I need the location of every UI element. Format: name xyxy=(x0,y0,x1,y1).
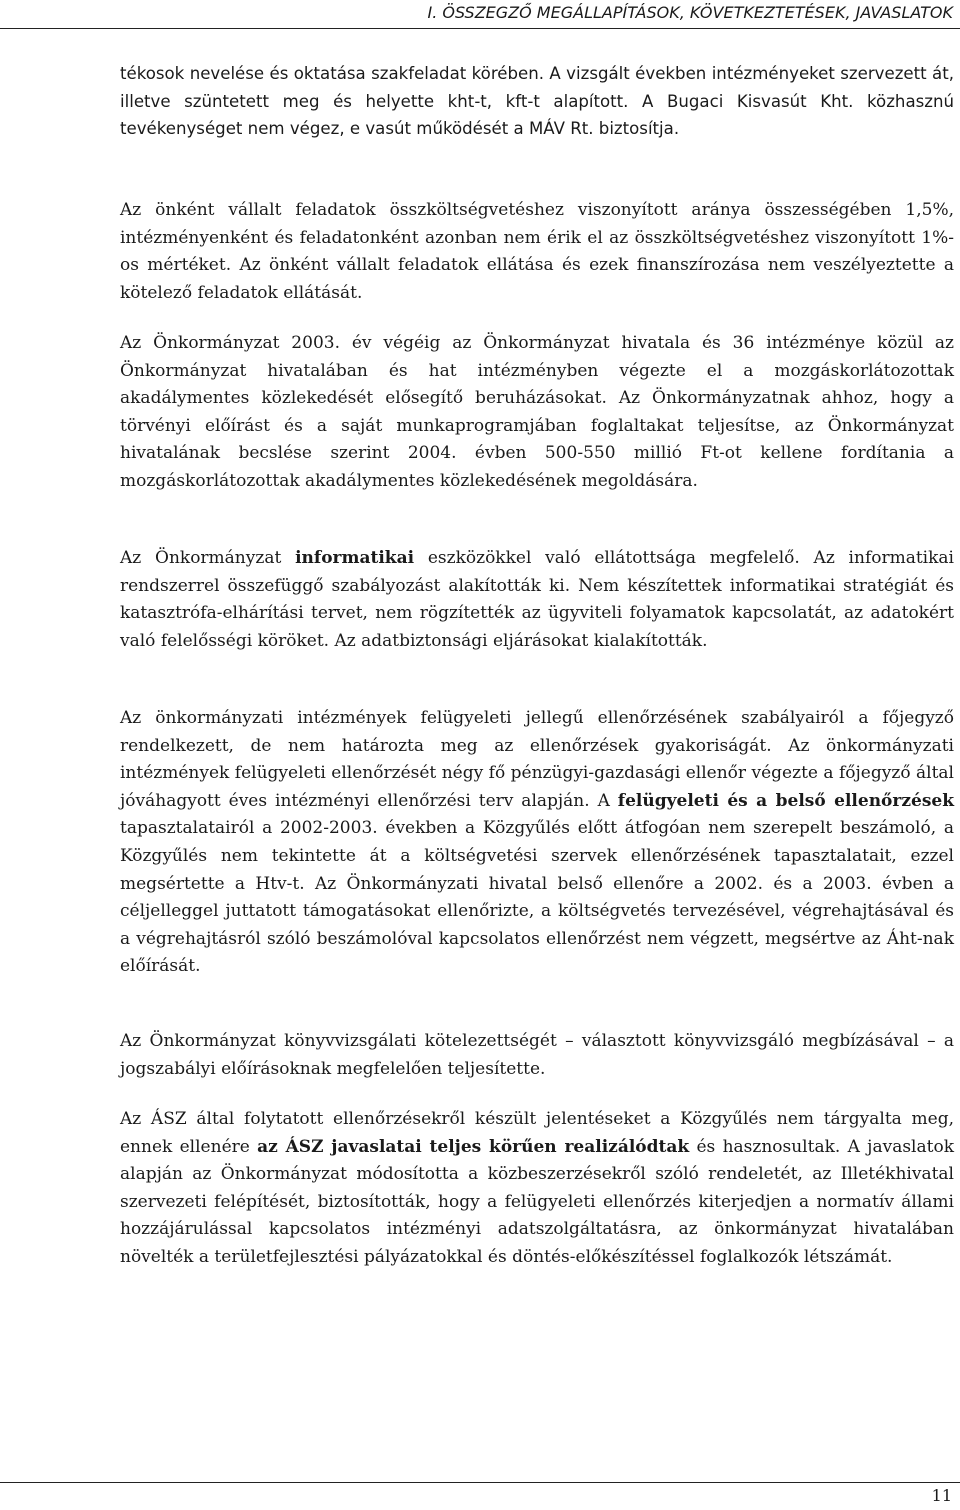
paragraph-7 xyxy=(120,1106,954,1272)
running-header-title: I. ÖSSZEGZŐ MEGÁLLAPÍTÁSOK, KÖVETKEZTETÉSEK, JAVASLATOK xyxy=(427,3,953,22)
footer-divider xyxy=(0,1482,960,1483)
paragraph-5-text-b: tapasztalatairól a 2002-2003. években a Közgyűlés előtt átfogóan nem szerepelt beszámoló, a Közgyűlés nem tekintette át a költségvetési szervek ellenőrzésének tapasztalatait, ezzel megsértette a Htv-t. Az Önkormányzati hivatal belső ellenőre a 2002. és a 2003. évben a céljelleggel juttatott támogatásokat ellenőrizte, a költségvetés tervezésével, végrehajtásával és a végrehajtásról szóló beszámolóval kapcsolatos ellenőrzést nem végzett, megsértve az Áht-nak előírását. xyxy=(120,818,954,977)
paragraph-1: tékosok nevelése és oktatása szakfeladat körében. A vizsgált években intézményeket szervezett át, illetve szüntetett meg és helyette kht-t, kft-t alapított. A Bugaci Kisvasút Kht. közhasznú tevékenységet nem végez, e vasút működését a MÁV Rt. biztosítja. xyxy=(120,64,954,139)
paragraph-5-text-a: Az önkormányzati intézmények felügyeleti jellegű ellenőrzésének szabályairól a főjegyző rendelkezett, de nem határozta meg az ellenőrzések gyakoriságát. Az önkormányzati intézmények felügyeleti ellenőrzését négy fő pénzügyi-gazdasági ellenőr végezte a főjegyző által jóváhagyott éves intézményi ellenőrzési terv alapján. A xyxy=(120,708,954,811)
paragraph-4-text-b: eszközökkel való ellátottsága megfelelő. Az informatikai rendszerrel összefüggő szabályozást alakították ki. Nem készítettek informatikai stratégiát és katasztrófa-elhárítási tervet, nem rögzítették az ügyviteli folyamatok kapcsolatát, az adatokért való felelősségi köröket. Az adatbiztonsági eljárásokat kialakították. xyxy=(120,548,954,651)
page-header xyxy=(0,0,960,40)
paragraph-2: Az önként vállalt feladatok összköltségvetéshez viszonyított aránya összességében 1,5%, intézményenként és feladatonként azonban nem érik el az összköltségvetéshez viszonyított 1%-os mértéket. Az önként vállalt feladatok ellátása és ezek finanszírozása nem veszélyeztette a kötelező feladatok ellátását. xyxy=(120,200,954,303)
paragraph-7-emphasis: az ÁSZ javaslatai teljes körűen realizálódtak xyxy=(257,1136,690,1157)
paragraph-5 xyxy=(120,705,954,981)
paragraph-4-emphasis: informatikai xyxy=(295,548,415,568)
paragraph-7-text-a: Az ÁSZ által folytatott ellenőrzésekről készült jelentéseket a Közgyűlés nem tárgyalta meg, ennek ellenére xyxy=(120,1109,954,1157)
paragraph-4-text-a: Az Önkormányzat xyxy=(120,548,296,568)
paragraph-6: Az Önkormányzat könyvvizsgálati kötelezettségét – választott könyvvizsgáló megbízásával – a jogszabályi előírásoknak megfelelően teljesítette. xyxy=(120,1031,954,1079)
paragraph-7-text-b: és hasznosultak. A javaslatok alapján az Önkormányzat módosította a közbeszerzésekről szóló rendeletét, az Illetékhivatal szervezeti felépítését, biztosították, hogy a felügyeleti ellenőrzés kiterjedjen a normatív állami hozzájárulással kapcsolatos intézményi adatszolgáltatásra, az önkormányzat hivatalában növelték a területfejlesztési pályázatokkal és döntés-előkészítéssel foglalkozók létszámát. xyxy=(120,1136,954,1267)
paragraph-4 xyxy=(120,545,954,655)
header-divider xyxy=(0,28,960,29)
paragraph-5-emphasis: felügyeleti és a belső ellenőrzések xyxy=(617,790,954,811)
paragraph-3: Az Önkormányzat 2003. év végéig az Önkormányzat hivatala és 36 intézménye közül az Önkormányzat hivatalában és hat intézményben végezte el a mozgáskorlátozottak akadálymentes közlekedését elősegítő beruházásokat. Az Önkormányzatnak ahhoz, hogy a törvényi előírást és a saját munkaprogramjában foglaltakat teljesítse, az Önkormányzat hivatalának becslése szerint 2004. évben 500-550 millió Ft-ot kellene fordítania a mozgáskorlátozottak akadálymentes közlekedésének megoldására. xyxy=(120,333,954,491)
page-number: 11 xyxy=(931,1486,952,1505)
